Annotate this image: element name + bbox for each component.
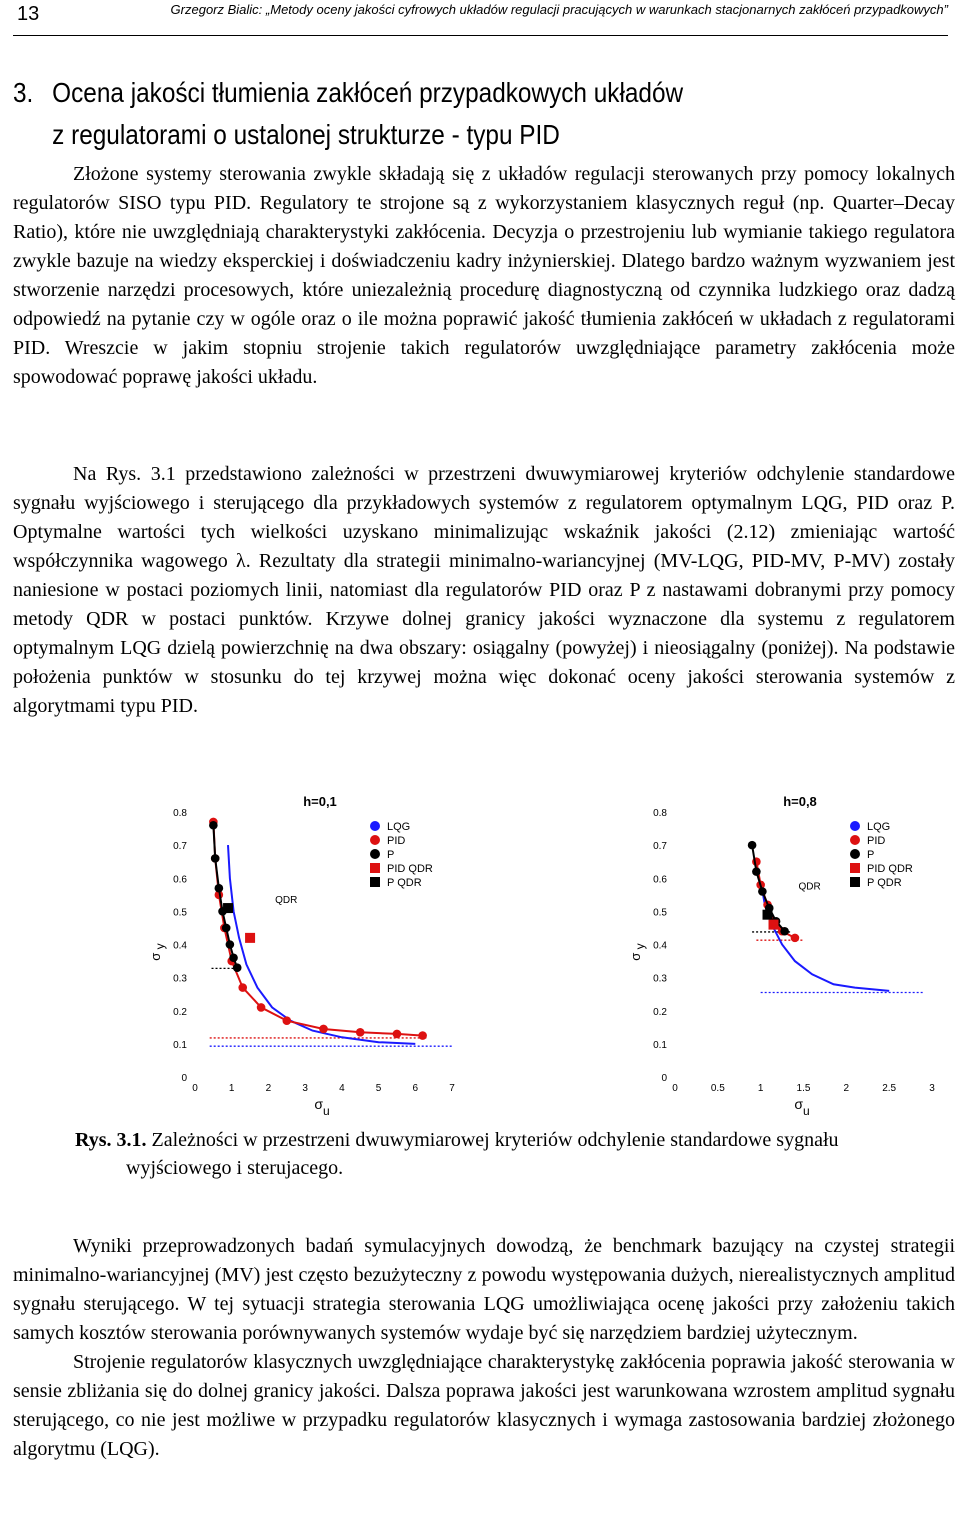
x-tick-label: 5 (375, 1083, 382, 1094)
paragraph-block (13, 460, 955, 721)
x-tick-label: 2 (265, 1083, 272, 1094)
caption-label: Rys. 3.1. (75, 1129, 147, 1151)
legend-label: LQG (387, 821, 411, 833)
x-tick-label: 0.5 (710, 1083, 725, 1094)
legend-label: PID (387, 835, 406, 847)
y-tick-label: 0.6 (653, 874, 667, 886)
qdr-point (763, 910, 773, 920)
data-point (752, 867, 761, 876)
x-tick-label: 6 (412, 1083, 419, 1094)
paragraph-block (13, 1232, 955, 1464)
chart-h08 (480, 782, 960, 1122)
legend-marker (370, 877, 380, 887)
y-tick-label: 0.5 (653, 907, 667, 919)
x-tick-label: 1 (228, 1083, 235, 1094)
y-tick-label: 0.8 (653, 808, 667, 819)
y-tick-label: 0.7 (653, 841, 667, 853)
legend-label: P (867, 849, 875, 861)
chart-title: h=0,1 (303, 794, 337, 809)
legend-marker (370, 835, 380, 845)
x-tick-label: 3 (929, 1083, 935, 1094)
data-point (226, 940, 235, 949)
x-tick-label: 1.5 (796, 1083, 811, 1094)
qdr-point (769, 920, 779, 930)
running-title: Grzegorz Bialic: „Metody oceny jakości cyfrowych układów regulacji pracujących w warunkach stacjonarnych zakłóceń przypadkowych” (170, 2, 948, 17)
qdr-annotation: QDR (798, 881, 821, 893)
data-point (748, 841, 757, 850)
paragraph: Strojenie regulatorów klasycznych uwzględniające charakterystykę zakłócenia poprawia jakość sterowania w sensie zbliżania się do dolnej granicy jakości. Dalsza poprawa jakości jest warunkowana wzrostem amplitud sygnału sterującego, co nie jest możliwe w przypadku regulatorów klasycznych i wymaga zastosowania bardziej złożonego algorytmu (LQG). (13, 1351, 955, 1460)
data-point (211, 854, 220, 863)
x-tick-label: 2.5 (882, 1083, 897, 1094)
caption-text: Zależności w przestrzeni dwuwymiarowej kryteriów odchylenie standardowe sygnału (151, 1129, 839, 1151)
y-tick-label: 0.4 (653, 940, 667, 952)
data-point (356, 1028, 365, 1037)
x-axis-label: σu (794, 1096, 810, 1118)
y-tick-label: 0.2 (173, 1006, 187, 1018)
header-rule (13, 35, 948, 36)
section-heading (13, 72, 822, 156)
qdr-annotation: QDR (275, 894, 298, 906)
data-point (209, 821, 218, 830)
chart-h01 (0, 782, 480, 1122)
y-tick-label: 0.2 (653, 1006, 667, 1018)
y-tick-label: 0.3 (173, 973, 187, 985)
caption-text-line2: wyjściowego i sterujacego. (126, 1157, 344, 1179)
data-point (257, 1003, 266, 1012)
section-title-line1: Ocena jakości tłumienia zakłóceń przypadkowych układów (52, 77, 684, 108)
legend-label: P (387, 849, 395, 861)
legend-marker (850, 835, 860, 845)
section-number: 3. (13, 77, 34, 108)
data-point (758, 887, 767, 896)
y-axis-label: σ y (148, 943, 167, 961)
y-tick-label: 0.8 (173, 808, 187, 819)
legend-label: P QDR (387, 877, 422, 889)
y-tick-label: 0 (661, 1073, 667, 1084)
x-tick-label: 1 (757, 1083, 764, 1094)
x-tick-label: 2 (843, 1083, 850, 1094)
x-tick-label: 7 (449, 1083, 455, 1094)
data-point (393, 1030, 402, 1039)
paragraph: Wyniki przeprowadzonych badań symulacyjnych dowodzą, że benchmark bazujący na czystej strategii minimalno-wariancyjnej (MV) jest często bezużyteczny z powodu występowania dużych, nierealistycznych amplitud sygnału sterującego. W tej sytuacji strategia sterowania LQG umożliwiająca ocenę jakości przy założeniu takich samych kosztów sterowania porównywanych systemów wydaje być się narzędziem bardziej użytecznym. (13, 1235, 955, 1344)
legend-label: LQG (867, 821, 891, 833)
legend-marker (370, 849, 380, 859)
legend-label: PID (867, 835, 886, 847)
x-tick-label: 0 (192, 1083, 198, 1094)
legend-marker (850, 877, 860, 887)
y-tick-label: 0.1 (653, 1039, 667, 1051)
legend-marker (370, 863, 380, 873)
data-point (233, 963, 242, 972)
data-point (791, 934, 800, 943)
qdr-point (223, 903, 233, 913)
x-tick-label: 3 (302, 1083, 308, 1094)
y-tick-label: 0.1 (173, 1039, 187, 1051)
x-axis-label: σu (314, 1096, 330, 1118)
page-number: 13 (17, 3, 40, 25)
paragraph-block (13, 160, 955, 392)
y-tick-label: 0.4 (173, 940, 187, 952)
y-axis-label: σ y (628, 943, 647, 961)
y-tick-label: 0.3 (653, 973, 667, 985)
data-point (319, 1025, 328, 1034)
data-point (238, 983, 247, 992)
legend-marker (850, 849, 860, 859)
data-point (229, 953, 238, 962)
paragraph: Złożone systemy sterowania zwykle składają się z układów regulacji sterowanych przy pomocy lokalnych regulatorów SISO typu PID. Regulatory te strojone są z wykorzystaniem klasycznych reguł (np. Quarter–Decay Ratio), które nie uwzględniają charakterystyki zakłócenia. Decyzja o przestrojeniu lub wymianie takiego regulatora zwykle bazuje na wiedzy eksperckiej i doświadczeniu kadry inżynierskiej. Dlatego bardzo ważnym wyzwaniem jest stworzenie narzędzi procesowych, które uniezależnią procedurę diagnostyczną od czynnika ludzkiego oraz dadzą odpowiedź na pytanie czy w ogóle oraz o ile można poprawić jakość tłumienia zakłóceń w układach z regulatorami PID. Wreszcie w jakim stopniu strojenie takich regulatorów uwzględniające parametry zakłócenia może spowodować poprawę jakości układu. (13, 163, 955, 388)
figure-caption (75, 1126, 955, 1182)
legend-marker (850, 863, 860, 873)
section-title-line2: z regulatorami o ustalonej strukturze - typu PID (52, 119, 560, 150)
legend-marker (850, 821, 860, 831)
qdr-point (245, 933, 255, 943)
data-point (780, 927, 789, 936)
x-tick-label: 4 (339, 1083, 345, 1094)
y-tick-label: 0.6 (173, 874, 187, 886)
x-tick-label: 0 (672, 1083, 678, 1094)
paragraph: Na Rys. 3.1 przedstawiono zależności w przestrzeni dwuwymiarowej kryteriów odchylenie standardowe sygnału wyjściowego i sterującego dla przykładowych systemów z regulatorem optymalnym LQG, PID oraz P. Optymalne wartości tych wielkości uzyskano minimalizując wskaźnik jakości (2.12) zmieniając wartość współczynnika wagowego λ. Rezultaty dla strategii minimalno-wariancyjnej (MV-LQG, PID-MV, P-MV) zostały naniesione w postaci poziomych linii, natomiast dla regulatorów PID oraz P z nastawami dobranymi przy pomocy metody QDR w postaci punktów. Krzywe dolnej granicy jakości wyznaczone dla systemu z regulatorem optymalnym LQG dzielą powierzchnię na dwa obszary: osiągalny (powyżej) i nieosiągalny (poniżej). Na podstawie położenia punktów w stosunku do tej krzywej można więc dokonać oceny jakości sterowania systemów z algorytmami typu PID. (13, 463, 955, 717)
chart-title: h=0,8 (783, 794, 817, 809)
data-point (418, 1031, 427, 1040)
data-point (222, 924, 231, 933)
legend-marker (370, 821, 380, 831)
series-line-lqg (761, 882, 890, 991)
page-header (0, 0, 960, 40)
legend-label: PID QDR (387, 863, 433, 875)
legend-label: PID QDR (867, 863, 913, 875)
y-tick-label: 0.5 (173, 907, 187, 919)
data-point (282, 1016, 291, 1025)
figure-charts (0, 782, 960, 1122)
legend-label: P QDR (867, 877, 902, 889)
y-tick-label: 0.7 (173, 841, 187, 853)
data-point (215, 884, 224, 893)
y-tick-label: 0 (181, 1073, 187, 1084)
